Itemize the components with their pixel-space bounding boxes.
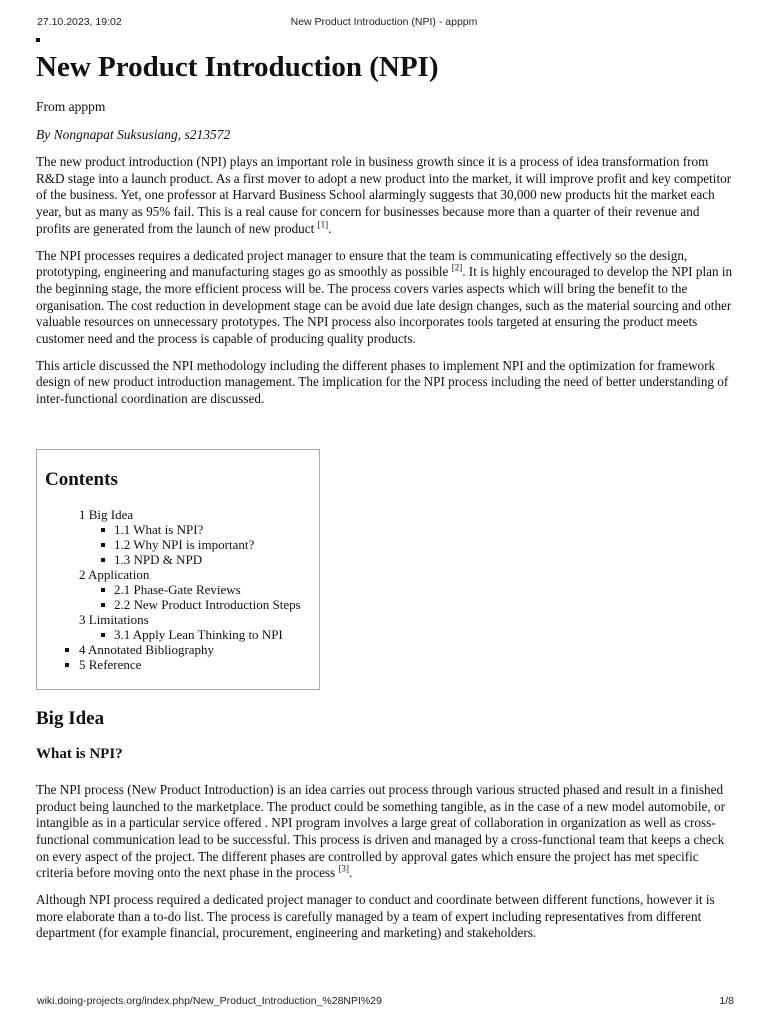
toc-item-application[interactable]: 2 Application — [79, 566, 150, 582]
article-body — [36, 48, 736, 942]
author-byline: By Nongnapat Suksusiang, s213572 — [36, 127, 231, 142]
toc-item-phase-gate[interactable]: 2.1 Phase-Gate Reviews — [45, 582, 311, 597]
reference-link[interactable]: [2] — [451, 262, 463, 273]
print-datetime: 27.10.2023, 19:02 — [37, 16, 122, 28]
reference-link[interactable]: [3] — [338, 863, 349, 874]
toc-item-bibliography[interactable]: 4 Annotated Bibliography — [45, 642, 311, 657]
section-heading-big-idea: Big Idea — [36, 707, 105, 729]
toc-heading: Contents — [45, 468, 118, 490]
site-subtitle: From apppm — [36, 99, 106, 114]
print-page-title: New Product Introduction (NPI) - apppm — [290, 16, 478, 28]
toc-item-why-npi[interactable]: 1.2 Why NPI is important? — [45, 537, 311, 552]
page-url: wiki.doing-projects.org/index.php/New_Product_Introduction_%28NPI%29 — [37, 995, 382, 1007]
toc-item-lean-thinking[interactable]: 3.1 Apply Lean Thinking to NPI — [45, 627, 311, 642]
toc-item-npd[interactable]: 1.3 NPD & NPD — [45, 552, 311, 567]
toc-item-what-is-npi[interactable]: 1.1 What is NPI? — [45, 522, 311, 537]
reference-link[interactable]: [1] — [317, 219, 329, 230]
what-is-npi-paragraph-1: The NPI process (New Product Introduction) is an idea carries out process through various structed phased and result in a finished product being launched to the marketplace. The product could be something tangible, as in the case of a new model automobile, or intangible as in a particular service offered . NPI program involves a large great of collaboration in organization as well as cross-functional communication lead to be successful. This process is driven and managed by a cross-functional team that keeps a check on every aspect of the project. The different phases are controlled by approval gates which ensure the project has met specific criteria before moving onto the next phase in the process [3]. — [36, 781, 725, 881]
page-title: New Product Introduction (NPI) — [36, 51, 439, 83]
what-is-npi-paragraph-2: Although NPI process required a dedicated project manager to conduct and coordinate between different functions, however it is more elaborate than a to-do list. The process is carefully managed by a team of expert including representatives from different department (for example financial, procurement, engineering and marketing) and stakeholders. — [36, 892, 715, 941]
toc-list — [45, 507, 311, 672]
intro-paragraph-3: This article discussed the NPI methodology including the different phases to implement NPI and the optimization for framework design of new product introduction management. The implication for the NPI process including the need of better understanding of inter-functional coordination are discussed. — [36, 357, 729, 407]
toc-item-big-idea[interactable]: 1 Big Idea — [79, 506, 134, 522]
subsection-heading-what-is-npi: What is NPI? — [36, 745, 123, 762]
toc-item-reference[interactable]: 5 Reference — [45, 657, 311, 672]
toc-item-npi-steps[interactable]: 2.2 New Product Introduction Steps — [45, 597, 311, 612]
bullet-marker — [36, 38, 40, 42]
intro-paragraph-2: The NPI processes requires a dedicated project manager to ensure that the team is communicating effectively so the design, prototyping, engineering and manufacturing stages go as smoothly as possible [2]. It is highly encouraged to develop the NPI plan in the beginning stage, the more efficient process will be. The process covers varies aspects which will bring the benefit to the organisation. The cost reduction in development stage can be avoid due late design changes, such as the material sourcing and other valuable resources on unnecessary prototypes. The NPI process also incorporates tools targeted at ensuring the product meets customer need and the process is capable of producing quality products. — [36, 247, 733, 347]
intro-paragraph-1: The new product introduction (NPI) plays an important role in business growth since it is a process of idea transformation from R&D stage into a launch product. As a first mover to adopt a new product into the market, it will improve profit and key competitor of the business. Yet, one professor at Harvard Business School alarmingly suggests that 30,000 new products hit the market each year, but as many as 95% fail. This is a real cause for concern for businesses because more than a quarter of their revenue and profits are generated from the launch of new product [1]. — [36, 154, 732, 236]
toc-item-limitations[interactable]: 3 Limitations — [79, 611, 149, 627]
page-number: 1/8 — [719, 995, 734, 1007]
table-of-contents — [36, 449, 320, 690]
